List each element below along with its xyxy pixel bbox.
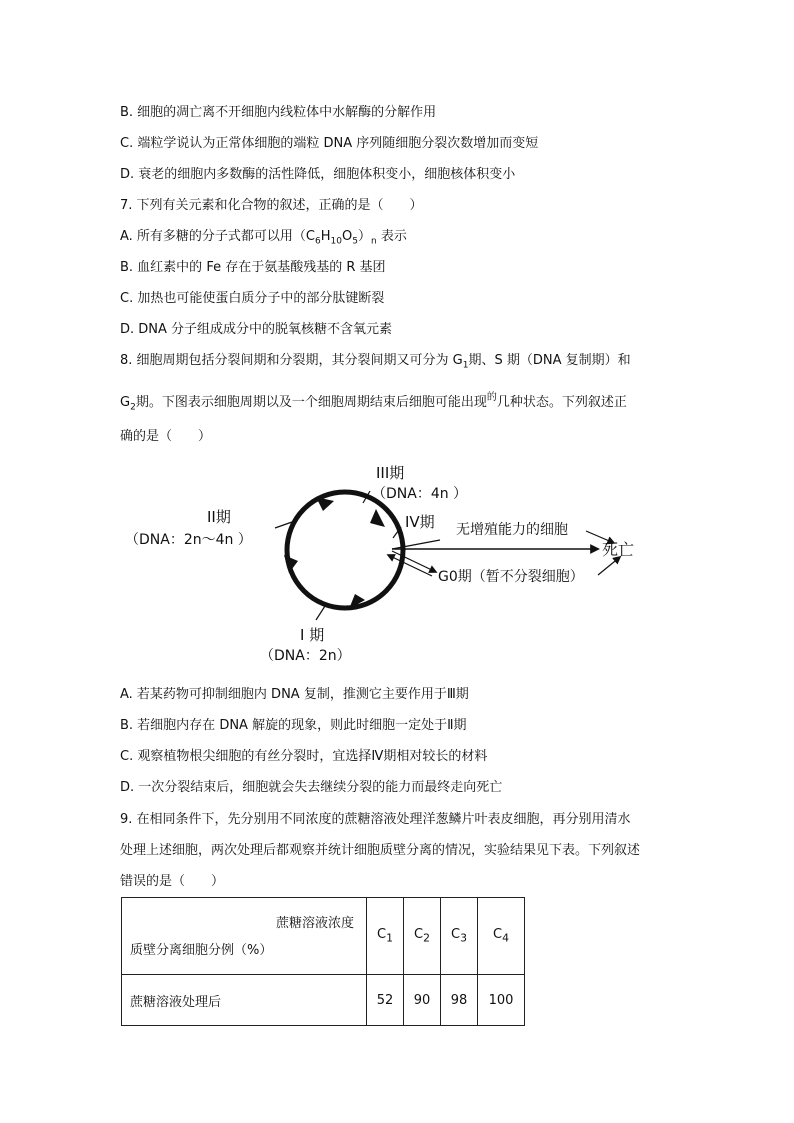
arrow-to-no-prolif	[392, 540, 440, 549]
column-header-c3: $C_3$	[441, 898, 478, 975]
label-g0: G0期（暂不分裂细胞）	[438, 569, 584, 585]
q8-l2-pre: G	[120, 395, 131, 410]
table-corner-cell	[122, 898, 367, 975]
q8-l2-de: 的	[486, 392, 497, 403]
question-8-stem-line-3: 确的是（ ）	[120, 429, 212, 444]
label-phase3-dna: （DNA：4n ）	[372, 486, 468, 502]
label-phase2-dna: （DNA：2n～4n ）	[125, 532, 252, 548]
q8-l1-pre: 8. 细胞周期包括分裂间期和分裂期，其分裂间期又可分为 G	[120, 353, 463, 368]
arrow-to-g0-b	[388, 555, 432, 576]
question-8-option-b: B. 若细胞内存在 DNA 解旋的现象，则此时细胞一定处于Ⅱ期	[120, 718, 467, 733]
column-header-c4: $C_4$	[478, 898, 525, 975]
q7a-close: ）	[357, 229, 371, 244]
question-8-stem-line-1	[120, 352, 631, 375]
ring-arrowhead-left	[284, 555, 298, 573]
arrow-g0-to-death	[598, 557, 620, 575]
cycle-ring	[287, 492, 403, 608]
question-7-option-d: D. DNA 分子组成成分中的脱氧核糖不含氧元素	[120, 322, 393, 337]
label-phase2: II期	[207, 508, 231, 526]
q7a-h: H	[320, 229, 331, 244]
question-7-stem: 7. 下列有关元素和化合物的叙述，正确的是（ ）	[120, 198, 423, 213]
results-table	[121, 897, 525, 1026]
question-8-option-a: A. 若某药物可抑制细胞内 DNA 复制，推测它主要作用于Ⅲ期	[120, 687, 469, 702]
cell-cycle-diagram	[120, 455, 650, 670]
label-phase4: IV期	[405, 513, 435, 531]
corner-diagonal-line	[122, 898, 366, 974]
ring-arrowhead-top-right	[370, 509, 385, 527]
label-phase1: I 期	[300, 626, 325, 644]
table-row	[122, 975, 525, 1026]
label-death: 死亡	[602, 540, 635, 559]
q8-l2-sub: 2	[130, 402, 136, 413]
ring-arrowhead-top-left	[316, 497, 334, 511]
question-7-option-c: C. 加热也可能使蛋白质分子中的部分肽键断裂	[120, 291, 385, 306]
question-9-stem-line-2: 处理上述细胞，两次处理后都观察并统计细胞质壁分离的情况，实验结果见下表。下列叙述	[120, 843, 641, 858]
cell-c3: 98	[441, 975, 478, 1026]
label-no-prolif: 无增殖能力的细胞	[456, 522, 568, 538]
header-plasmolysis-ratio: 质壁分离细胞分例（%）	[130, 943, 273, 958]
q7a-sub-o: 5	[352, 236, 358, 247]
q8-l2-post: 几种状态。下列叙述正	[496, 395, 627, 410]
cell-c1: 52	[367, 975, 404, 1026]
question-9-stem-line-3: 错误的是（ ）	[120, 874, 225, 889]
cell-c2: 90	[404, 975, 441, 1026]
row-label-sucrose: 蔗糖溶液处理后	[122, 975, 367, 1026]
q7a-sub-c: 6	[315, 236, 321, 247]
q8-l1-post: 期、S 期（DNA 复制期）和	[468, 353, 631, 368]
corner-diagonal	[122, 898, 366, 974]
question-8-stem-line-2	[120, 394, 627, 417]
question-6-option-d: D. 衰老的细胞内多数酶的活性降低，细胞体积变小，细胞核体积变小	[120, 167, 516, 182]
question-7-option-a	[120, 228, 407, 251]
question-9-stem-line-1: 9. 在相同条件下，先分别用不同浓度的蔗糖溶液处理洋葱鳞片叶表皮细胞，再分别用清水	[120, 812, 631, 827]
question-6-option-b: B. 细胞的凋亡离不开细胞内线粒体中水解酶的分解作用	[120, 105, 437, 120]
cell-c4: 100	[478, 975, 525, 1026]
q7a-sub-h: 10	[330, 236, 342, 247]
column-header-c1: $C_1$	[367, 898, 404, 975]
question-6-option-c: C. 端粒学说认为正常体细胞的端粒 DNA 序列随细胞分裂次数增加而变短	[120, 136, 539, 151]
q7a-o: O	[341, 229, 353, 244]
question-8-option-c: C. 观察植物根尖细胞的有丝分裂时，宜选择Ⅳ期相对较长的材料	[120, 749, 488, 764]
q7a-prefix: A. 所有多糖的分子式都可以用（C	[120, 229, 316, 244]
column-header-c2: $C_2$	[404, 898, 441, 975]
question-8-option-d: D. 一次分裂结束后，细胞就会失去继续分裂的能力而最终走向死亡	[120, 780, 503, 795]
header-concentration: 蔗糖溶液浓度	[275, 916, 354, 931]
q8-l1-sub: 1	[462, 360, 469, 371]
q7a-suffix: 表示	[376, 229, 407, 244]
question-7-option-b: B. 血红素中的 Fe 存在于氨基酸残基的 R 基团	[120, 260, 386, 275]
q7a-sub-n: n	[370, 236, 377, 247]
table-header-row	[122, 898, 525, 975]
label-phase3: III期	[376, 464, 405, 482]
label-phase1-dna: （DNA：2n）	[260, 648, 351, 664]
q8-l2-mid: 期。下图表示细胞周期以及一个细胞周期结束后细胞可能出现	[135, 395, 487, 410]
pointer-phase1	[316, 606, 325, 620]
